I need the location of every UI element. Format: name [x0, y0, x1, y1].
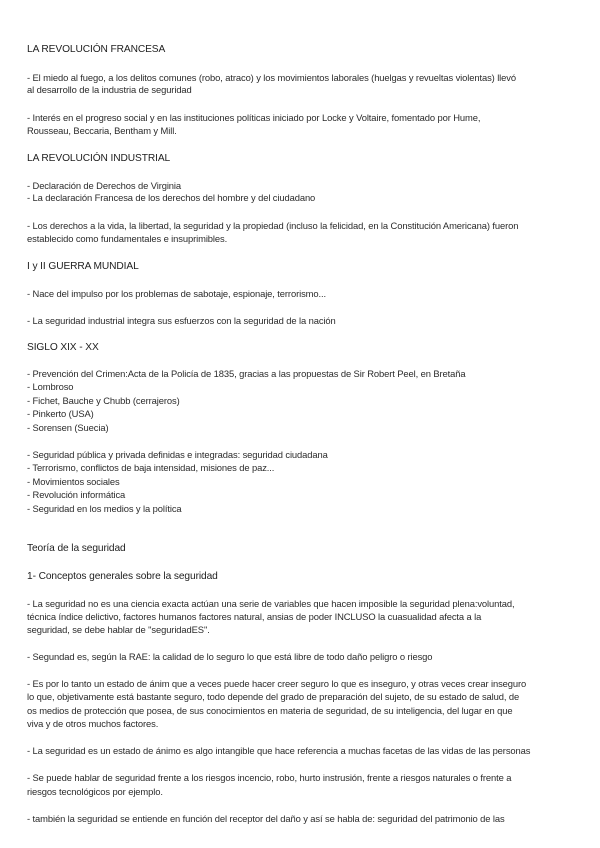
- list-item: - Seguridad pública y privada definidas e integradas: seguridad ciudadana: [27, 449, 328, 460]
- paragraph-line: - Declaración de Derechos de Virginia: [27, 180, 182, 191]
- paragraph-line: - Los derechos a la vida, la libertad, la seguridad y la propiedad (incluso la felicidad, en la Constitución Americana) fueron: [27, 220, 519, 231]
- paragraph-line: establecido como fundamentales e insuprimibles.: [27, 233, 228, 244]
- paragraph-line: - Es por lo tanto un estado de ánim que a veces puede hacer creer seguro lo que es inseguro, y otras veces crear inseguro: [27, 678, 527, 689]
- paragraph-line: - Segundad es, según la RAE: la calidad de lo seguro lo que está libre de todo daño peligro o riesgo: [27, 651, 433, 662]
- list-item: - Revolución informática: [27, 489, 126, 500]
- list-item: - Pinkerto (USA): [27, 408, 94, 419]
- paragraph-line: - La seguridad no es una ciencia exacta actúan una serie de variables que hacen imposible la seguridad plena:voluntad,: [27, 598, 515, 609]
- paragraph-line: viva y de otros muchos factores.: [27, 718, 159, 729]
- section-title-guerra-mundial: I y II GUERRA MUNDIAL: [27, 261, 139, 272]
- list-item: - Seguridad en los medios y la política: [27, 503, 182, 514]
- paragraph-line: - La seguridad es un estado de ánimo es algo intangible que hace referencia a muchas facetas de las vidas de las personas: [27, 745, 531, 756]
- paragraph-line: - Nace del impulso por los problemas de sabotaje, espionaje, terrorismo...: [27, 288, 327, 299]
- list-item: - Lombroso: [27, 381, 74, 392]
- paragraph-line: - también la seguridad se entiende en función del receptor del daño y así se habla de: seguridad del patrimonio de las: [27, 813, 505, 824]
- paragraph-line: - El miedo al fuego, a los delitos comunes (robo, atraco) y los movimientos laborales (huelgas y revueltas violentas) llevó: [27, 72, 516, 83]
- list-item: - Terrorismo, conflictos de baja intensidad, misiones de paz...: [27, 462, 275, 473]
- list-item: - Sorensen (Suecia): [27, 422, 109, 433]
- section-title-teoria: Teoría de la seguridad: [27, 543, 126, 554]
- paragraph-line: al desarrollo de la industria de seguridad: [27, 84, 192, 95]
- paragraph-line: - La declaración Francesa de los derechos del hombre y del ciudadano: [27, 192, 316, 203]
- paragraph-line: riesgos tecnológicos por ejemplo.: [27, 786, 163, 797]
- section-title-siglo-xix-xx: SIGLO XIX - XX: [27, 342, 99, 353]
- paragraph-line: - Interés en el progreso social y en las instituciones políticas iniciado por Locke y Voltaire, fomentado por Hume,: [27, 112, 481, 123]
- paragraph-line: técnica índice delictivo, factores humanos factores natural, ansias de poder INCLUSO la cuasualidad afecta a la: [27, 611, 482, 622]
- paragraph-line: Rousseau, Beccaria, Bentham y Mill.: [27, 125, 177, 136]
- paragraph-line: - Se puede hablar de seguridad frente a los riesgos incencio, robo, hurto instrusión, frente a riesgos naturales o frente a: [27, 772, 512, 783]
- section-title-revolucion-francesa: LA REVOLUCIÓN FRANCESA: [27, 44, 166, 55]
- paragraph-line: - La seguridad industrial integra sus esfuerzos con la seguridad de la nación: [27, 315, 336, 326]
- section-subtitle-conceptos: 1- Conceptos generales sobre la seguridad: [27, 571, 218, 582]
- paragraph-line: seguridad, se debe hablar de "seguridadES".: [27, 624, 210, 635]
- list-item: - Fichet, Bauche y Chubb (cerrajeros): [27, 395, 180, 406]
- paragraph-line: os medios de protección que posea, de sus conocimientos en materia de seguridad, de su inteligencia, del lugar en que: [27, 705, 513, 716]
- section-title-revolucion-industrial: LA REVOLUCIÓN INDUSTRIAL: [27, 153, 171, 164]
- paragraph-line: lo que, objetivamente está bastante seguro, todo depende del grado de preparación del sujeto, de su estado de salud, de: [27, 691, 520, 702]
- list-item: - Movimientos sociales: [27, 476, 120, 487]
- list-item: - Prevención del Crimen:Acta de la Policía de 1835, gracias a las propuestas de Sir Robert Peel, en Bretaña: [27, 368, 466, 379]
